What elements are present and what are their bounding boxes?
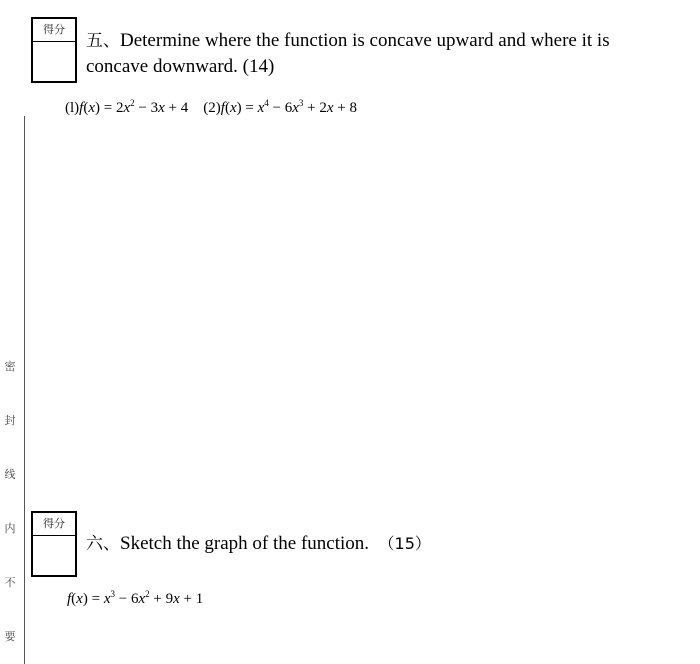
q5-prompt xyxy=(86,28,610,79)
margin-char-4: 内 xyxy=(4,522,16,535)
q6-prompt xyxy=(86,531,431,557)
margin-char-3: 线 xyxy=(4,468,16,481)
margin-char-6: 要 xyxy=(4,630,16,643)
margin-char-2: 封 xyxy=(4,414,16,427)
q5-part1-label: (l) xyxy=(65,100,80,116)
q6-formula: $f(x) = x^3 - 6x^2 + 9x + 1$ xyxy=(67,589,204,607)
q6-points: （15） xyxy=(378,534,431,553)
q5-number: 五、 xyxy=(86,31,120,51)
q6-score-label: 得分 xyxy=(33,513,75,536)
margin-char-5: 不 xyxy=(4,576,16,589)
q5-score-label: 得分 xyxy=(33,19,75,42)
q6-number: 六、 xyxy=(86,534,120,554)
q6-score-box xyxy=(31,511,77,577)
q5-score-box xyxy=(31,17,77,83)
q5-text-line2: concave downward. (14) xyxy=(86,56,275,77)
binding-margin-line xyxy=(24,116,25,664)
q5-text-line1: Determine where the function is concave upward and where it is xyxy=(120,30,610,51)
q6-text: Sketch the graph of the function. xyxy=(120,533,370,554)
q5-part2-label: (2) xyxy=(203,100,221,116)
q5-formulas: $(l)f(x) = 2x^2 - 3x + 4$ $(2)f(x) = x^4 - 6x^3 + 2x + 8$ xyxy=(65,98,357,116)
margin-char-1: 密 xyxy=(4,360,16,373)
